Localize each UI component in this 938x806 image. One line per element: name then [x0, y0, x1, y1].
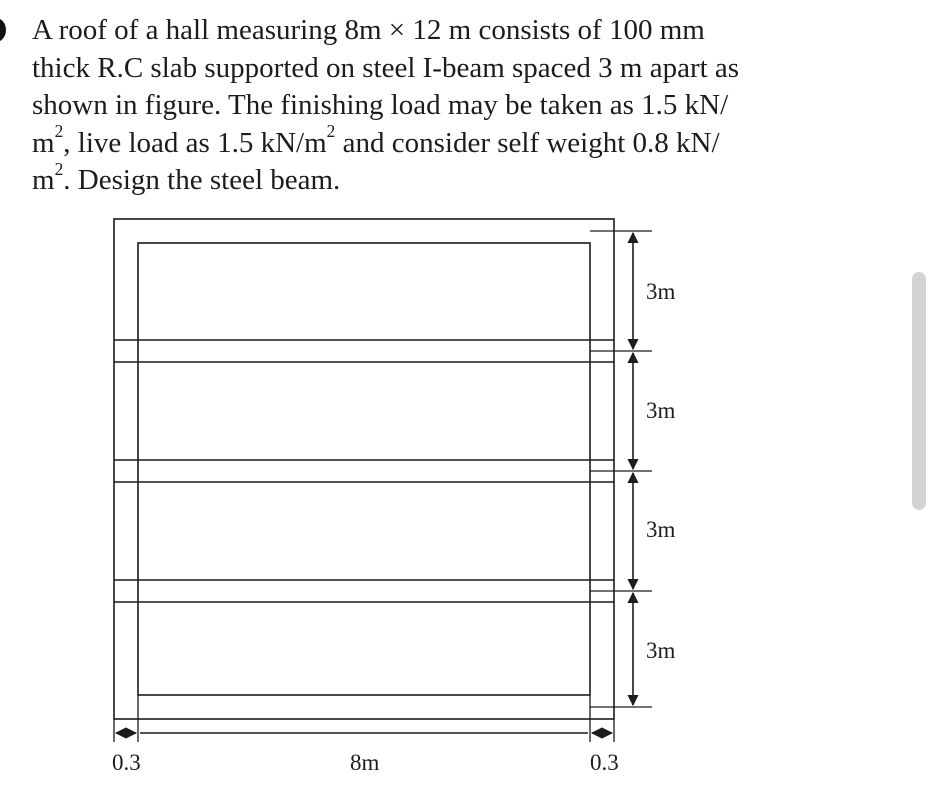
span-label-4: 3m — [646, 638, 676, 663]
steel-beam-1 — [114, 340, 614, 362]
problem-line-3: shown in figure. The finishing load may be taken as 1.5 kN/ — [32, 89, 729, 121]
problem-line-2: thick R.C slab supported on steel I-beam spaced 3 m apart as — [32, 51, 740, 84]
left-wall-width-label: 0.3 — [112, 750, 141, 775]
span-label-2: 3m — [646, 398, 676, 423]
steel-beam-2 — [114, 460, 614, 482]
bearing-plates — [590, 351, 614, 591]
outer-wall-outline — [114, 219, 614, 719]
problem-line-5: $m^2$. Design the steel beam. — [32, 158, 341, 196]
problem-line-4: $m^2$, live load as 1.5 $kN/m^2$ and consider self weight 0.8 kN/ — [32, 121, 720, 159]
inner-slab-outline — [138, 243, 590, 695]
span-label-1: 3m — [646, 279, 676, 304]
scrollbar-thumb[interactable] — [912, 272, 926, 510]
right-wall-width-label: 0.3 — [590, 750, 619, 775]
span-width-label: 8m — [350, 750, 380, 775]
dimension-extension-lines — [590, 231, 652, 707]
problem-line-1: A roof of a hall measuring 8m × 12 m consists of 100 mm — [32, 14, 705, 46]
steel-beam-3 — [114, 580, 614, 602]
span-label-3: 3m — [646, 517, 676, 542]
